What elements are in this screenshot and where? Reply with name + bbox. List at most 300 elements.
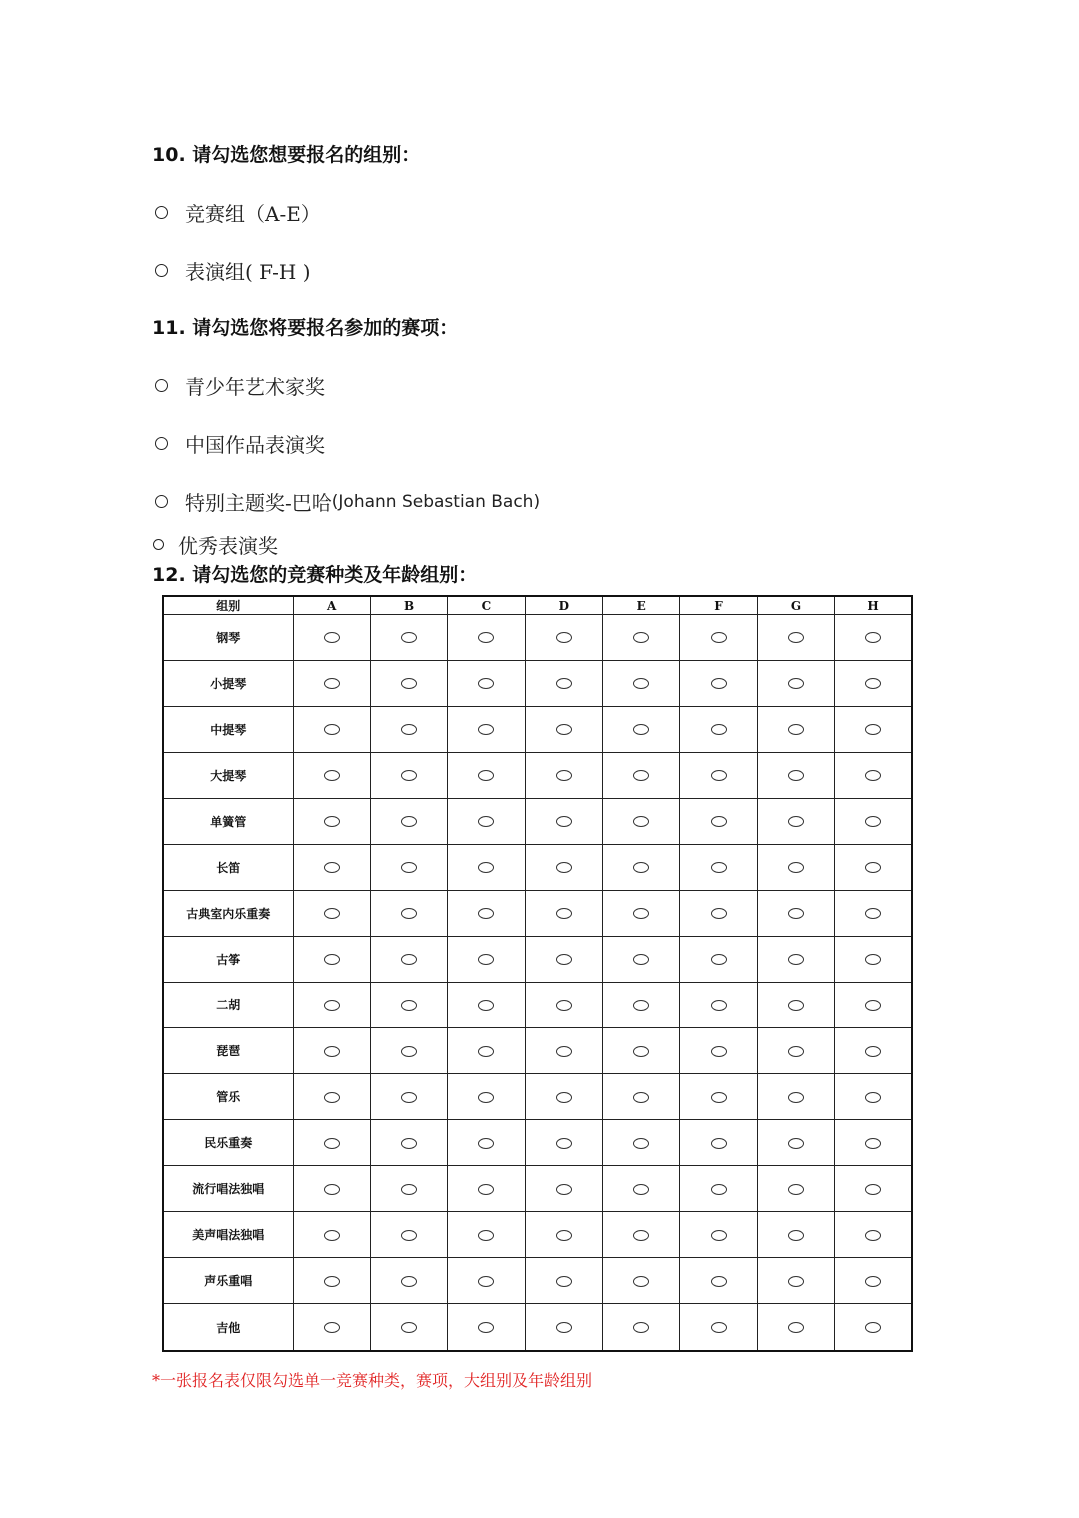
radio-circle-icon[interactable]: [478, 678, 494, 689]
question-11-title: 11. 请勾选您将要报名参加的赛项：: [152, 317, 459, 339]
radio-circle-icon[interactable]: [324, 632, 340, 643]
table-cell: [525, 1166, 602, 1212]
table-cell: [370, 936, 447, 982]
table-cell: [525, 844, 602, 890]
table-cell: [448, 798, 525, 844]
radio-circle-icon[interactable]: [711, 1000, 727, 1011]
table-cell: [603, 660, 680, 706]
column-header: B: [370, 596, 447, 615]
table-cell: [448, 844, 525, 890]
radio-circle-icon[interactable]: [711, 632, 727, 643]
radio-circle-icon[interactable]: [401, 770, 417, 781]
table-cell: [370, 1074, 447, 1120]
table-row: [163, 1120, 912, 1166]
radio-circle-icon[interactable]: [788, 678, 804, 689]
radio-circle-icon[interactable]: [155, 437, 168, 450]
radio-circle-icon[interactable]: [324, 1046, 340, 1057]
row-label: 琵琶: [163, 1028, 293, 1074]
table-cell: [757, 752, 834, 798]
table-cell: [448, 706, 525, 752]
row-label: 声乐重唱: [163, 1258, 293, 1304]
radio-circle-icon[interactable]: [155, 206, 168, 219]
row-label: 吉他: [163, 1304, 293, 1351]
radio-circle-icon[interactable]: [865, 632, 881, 643]
radio-circle-icon[interactable]: [633, 1184, 649, 1195]
radio-circle-icon[interactable]: [788, 816, 804, 827]
option-performance-group[interactable]: [155, 256, 311, 285]
table-cell: [370, 1028, 447, 1074]
table-cell: [835, 615, 912, 661]
table-cell: [525, 890, 602, 936]
radio-circle-icon[interactable]: [478, 862, 494, 873]
option-label: 优秀表演奖: [178, 534, 278, 558]
table-cell: [757, 1166, 834, 1212]
radio-circle-icon[interactable]: [865, 1092, 881, 1103]
radio-circle-icon[interactable]: [478, 816, 494, 827]
radio-circle-icon[interactable]: [711, 954, 727, 965]
radio-circle-icon[interactable]: [478, 1138, 494, 1149]
table-row: [163, 1166, 912, 1212]
option-special-theme-award[interactable]: [155, 487, 540, 516]
radio-circle-icon[interactable]: [788, 632, 804, 643]
table-cell: [370, 752, 447, 798]
radio-circle-icon[interactable]: [633, 862, 649, 873]
row-label: 长笛: [163, 844, 293, 890]
radio-circle-icon[interactable]: [633, 1092, 649, 1103]
table-cell: [835, 752, 912, 798]
radio-circle-icon[interactable]: [556, 770, 572, 781]
radio-circle-icon[interactable]: [711, 1092, 727, 1103]
table-cell: [835, 1074, 912, 1120]
table-cell: [293, 752, 370, 798]
table-row: [163, 1028, 912, 1074]
option-excellent-performance-award[interactable]: [153, 530, 278, 559]
table-row: [163, 982, 912, 1028]
radio-circle-icon[interactable]: [556, 678, 572, 689]
radio-circle-icon[interactable]: [788, 1046, 804, 1057]
table-cell: [835, 660, 912, 706]
radio-circle-icon[interactable]: [865, 724, 881, 735]
radio-circle-icon[interactable]: [556, 1046, 572, 1057]
radio-circle-icon[interactable]: [478, 908, 494, 919]
radio-circle-icon[interactable]: [865, 816, 881, 827]
table-cell: [835, 1028, 912, 1074]
table-cell: [680, 1166, 757, 1212]
table-cell: [680, 1304, 757, 1351]
radio-circle-icon[interactable]: [865, 1046, 881, 1057]
radio-circle-icon[interactable]: [478, 632, 494, 643]
table-cell: [680, 1258, 757, 1304]
radio-circle-icon[interactable]: [478, 954, 494, 965]
table-cell: [757, 660, 834, 706]
table-cell: [370, 706, 447, 752]
radio-circle-icon[interactable]: [711, 816, 727, 827]
radio-circle-icon[interactable]: [711, 724, 727, 735]
column-header: D: [525, 596, 602, 615]
table-cell: [603, 1074, 680, 1120]
table-cell: [603, 1212, 680, 1258]
table-cell: [448, 1120, 525, 1166]
radio-circle-icon[interactable]: [633, 632, 649, 643]
question-10-title: 10. 请勾选您想要报名的组别：: [152, 144, 421, 166]
table-row: [163, 890, 912, 936]
radio-circle-icon[interactable]: [788, 1322, 804, 1333]
table-cell: [525, 615, 602, 661]
table-cell: [370, 798, 447, 844]
table-cell: [525, 936, 602, 982]
table-cell: [757, 798, 834, 844]
header-label: 组别: [163, 596, 293, 615]
radio-circle-icon[interactable]: [788, 954, 804, 965]
radio-circle-icon[interactable]: [155, 264, 168, 277]
radio-circle-icon[interactable]: [478, 1322, 494, 1333]
radio-circle-icon[interactable]: [556, 724, 572, 735]
radio-circle-icon[interactable]: [401, 1000, 417, 1011]
radio-circle-icon[interactable]: [711, 1322, 727, 1333]
radio-circle-icon[interactable]: [155, 379, 168, 392]
radio-circle-icon[interactable]: [401, 954, 417, 965]
radio-circle-icon[interactable]: [478, 724, 494, 735]
table-cell: [293, 1120, 370, 1166]
table-cell: [835, 1120, 912, 1166]
radio-circle-icon[interactable]: [633, 908, 649, 919]
radio-circle-icon[interactable]: [324, 678, 340, 689]
radio-circle-icon[interactable]: [633, 1000, 649, 1011]
radio-circle-icon[interactable]: [865, 678, 881, 689]
radio-circle-icon[interactable]: [401, 678, 417, 689]
radio-circle-icon[interactable]: [324, 1184, 340, 1195]
row-label: 单簧管: [163, 798, 293, 844]
table-cell: [603, 936, 680, 982]
radio-circle-icon[interactable]: [478, 1184, 494, 1195]
radio-circle-icon[interactable]: [711, 1276, 727, 1287]
radio-circle-icon[interactable]: [788, 862, 804, 873]
radio-circle-icon[interactable]: [865, 954, 881, 965]
table-cell: [757, 615, 834, 661]
table-cell: [680, 1120, 757, 1166]
radio-circle-icon[interactable]: [478, 1276, 494, 1287]
option-label: 中国作品表演奖: [185, 433, 325, 457]
table-cell: [757, 844, 834, 890]
competition-category-table: [162, 595, 913, 1352]
radio-circle-icon[interactable]: [324, 770, 340, 781]
table-cell: [525, 752, 602, 798]
table-cell: [448, 982, 525, 1028]
table-header-row: [163, 596, 912, 615]
table-row: [163, 1074, 912, 1120]
radio-circle-icon[interactable]: [324, 908, 340, 919]
table-row: [163, 1212, 912, 1258]
table-cell: [448, 890, 525, 936]
radio-circle-icon[interactable]: [633, 816, 649, 827]
radio-circle-icon[interactable]: [324, 954, 340, 965]
radio-circle-icon[interactable]: [556, 1184, 572, 1195]
table-cell: [370, 615, 447, 661]
radio-circle-icon[interactable]: [711, 908, 727, 919]
row-label: 美声唱法独唱: [163, 1212, 293, 1258]
row-label: 古筝: [163, 936, 293, 982]
table-cell: [370, 982, 447, 1028]
radio-circle-icon[interactable]: [711, 678, 727, 689]
table-cell: [525, 1304, 602, 1351]
radio-circle-icon[interactable]: [556, 862, 572, 873]
radio-circle-icon[interactable]: [556, 1138, 572, 1149]
table-cell: [835, 844, 912, 890]
table-cell: [603, 798, 680, 844]
radio-circle-icon[interactable]: [155, 495, 168, 508]
table-cell: [293, 844, 370, 890]
row-label: 小提琴: [163, 660, 293, 706]
radio-circle-icon[interactable]: [633, 1276, 649, 1287]
table-cell: [835, 936, 912, 982]
radio-circle-icon[interactable]: [153, 539, 164, 550]
radio-circle-icon[interactable]: [401, 1184, 417, 1195]
table-cell: [293, 706, 370, 752]
radio-circle-icon[interactable]: [324, 1230, 340, 1241]
radio-circle-icon[interactable]: [556, 1322, 572, 1333]
table-cell: [757, 1028, 834, 1074]
table-row: [163, 706, 912, 752]
radio-circle-icon[interactable]: [478, 1046, 494, 1057]
radio-circle-icon[interactable]: [633, 770, 649, 781]
table-row: [163, 844, 912, 890]
table-cell: [525, 798, 602, 844]
table-cell: [680, 844, 757, 890]
row-label: 管乐: [163, 1074, 293, 1120]
radio-circle-icon[interactable]: [478, 1092, 494, 1103]
radio-circle-icon[interactable]: [633, 1138, 649, 1149]
table-cell: [603, 706, 680, 752]
table-cell: [293, 936, 370, 982]
radio-circle-icon[interactable]: [865, 908, 881, 919]
column-header: H: [835, 596, 912, 615]
option-competition-group[interactable]: [155, 198, 321, 227]
table-cell: [603, 1028, 680, 1074]
table-cell: [448, 936, 525, 982]
table-cell: [603, 1166, 680, 1212]
table-cell: [835, 982, 912, 1028]
table-cell: [525, 660, 602, 706]
radio-circle-icon[interactable]: [478, 770, 494, 781]
radio-circle-icon[interactable]: [711, 1184, 727, 1195]
table-cell: [448, 1028, 525, 1074]
table-cell: [370, 660, 447, 706]
radio-circle-icon[interactable]: [711, 770, 727, 781]
table-cell: [293, 890, 370, 936]
radio-circle-icon[interactable]: [478, 1000, 494, 1011]
table-cell: [603, 890, 680, 936]
radio-circle-icon[interactable]: [401, 908, 417, 919]
table-cell: [293, 1166, 370, 1212]
column-header: A: [293, 596, 370, 615]
table-cell: [603, 615, 680, 661]
table-row: [163, 936, 912, 982]
column-header: C: [448, 596, 525, 615]
table-cell: [293, 660, 370, 706]
row-label: 钢琴: [163, 615, 293, 661]
radio-circle-icon[interactable]: [633, 1322, 649, 1333]
table-cell: [835, 1166, 912, 1212]
table-row: [163, 798, 912, 844]
table-cell: [448, 1212, 525, 1258]
table-cell: [757, 1258, 834, 1304]
table-cell: [603, 1120, 680, 1166]
table-cell: [757, 1304, 834, 1351]
table-cell: [680, 660, 757, 706]
table-cell: [835, 890, 912, 936]
option-label: 特别主题奖-巴哈: [185, 491, 332, 515]
table-cell: [680, 798, 757, 844]
option-label: 竞赛组（A-E）: [185, 202, 321, 226]
radio-circle-icon[interactable]: [865, 1184, 881, 1195]
table-cell: [757, 1120, 834, 1166]
radio-circle-icon[interactable]: [324, 862, 340, 873]
radio-circle-icon[interactable]: [865, 1276, 881, 1287]
radio-circle-icon[interactable]: [401, 862, 417, 873]
radio-circle-icon[interactable]: [401, 724, 417, 735]
table-cell: [448, 615, 525, 661]
table-cell: [525, 1258, 602, 1304]
radio-circle-icon[interactable]: [788, 770, 804, 781]
table-cell: [680, 706, 757, 752]
table-cell: [757, 982, 834, 1028]
radio-circle-icon[interactable]: [865, 1322, 881, 1333]
column-header: G: [757, 596, 834, 615]
table-cell: [757, 890, 834, 936]
radio-circle-icon[interactable]: [401, 816, 417, 827]
radio-circle-icon[interactable]: [324, 1138, 340, 1149]
radio-circle-icon[interactable]: [711, 862, 727, 873]
table-cell: [448, 660, 525, 706]
table-cell: [525, 1074, 602, 1120]
radio-circle-icon[interactable]: [556, 1276, 572, 1287]
radio-circle-icon[interactable]: [401, 632, 417, 643]
row-label: 大提琴: [163, 752, 293, 798]
radio-circle-icon[interactable]: [865, 1000, 881, 1011]
table-cell: [448, 1074, 525, 1120]
radio-circle-icon[interactable]: [788, 1092, 804, 1103]
radio-circle-icon[interactable]: [556, 632, 572, 643]
table-cell: [835, 706, 912, 752]
radio-circle-icon[interactable]: [633, 1046, 649, 1057]
row-label: 流行唱法独唱: [163, 1166, 293, 1212]
table-cell: [757, 1212, 834, 1258]
radio-circle-icon[interactable]: [401, 1138, 417, 1149]
radio-circle-icon[interactable]: [633, 954, 649, 965]
radio-circle-icon[interactable]: [788, 1230, 804, 1241]
option-chinese-work-award[interactable]: [155, 429, 325, 458]
table-cell: [757, 936, 834, 982]
radio-circle-icon[interactable]: [788, 1276, 804, 1287]
table-cell: [293, 615, 370, 661]
table-cell: [370, 1166, 447, 1212]
option-young-artist-award[interactable]: [155, 371, 325, 400]
radio-circle-icon[interactable]: [401, 1092, 417, 1103]
radio-circle-icon[interactable]: [556, 1000, 572, 1011]
radio-circle-icon[interactable]: [711, 1138, 727, 1149]
table-cell: [835, 798, 912, 844]
table-cell: [293, 798, 370, 844]
table-cell: [370, 1120, 447, 1166]
table-cell: [603, 752, 680, 798]
option-label-suffix: (Johann Sebastian Bach): [331, 491, 541, 512]
table-cell: [293, 1212, 370, 1258]
radio-circle-icon[interactable]: [324, 816, 340, 827]
radio-circle-icon[interactable]: [556, 1230, 572, 1241]
radio-circle-icon[interactable]: [478, 1230, 494, 1241]
radio-circle-icon[interactable]: [633, 678, 649, 689]
radio-circle-icon[interactable]: [324, 724, 340, 735]
radio-circle-icon[interactable]: [556, 954, 572, 965]
table-cell: [293, 1074, 370, 1120]
radio-circle-icon[interactable]: [633, 1230, 649, 1241]
radio-circle-icon[interactable]: [865, 770, 881, 781]
radio-circle-icon[interactable]: [711, 1046, 727, 1057]
table-cell: [448, 752, 525, 798]
table-cell: [603, 1258, 680, 1304]
radio-circle-icon[interactable]: [711, 1230, 727, 1241]
table-cell: [757, 1074, 834, 1120]
table-cell: [293, 1258, 370, 1304]
table-cell: [680, 890, 757, 936]
radio-circle-icon[interactable]: [324, 1000, 340, 1011]
radio-circle-icon[interactable]: [865, 1230, 881, 1241]
table-cell: [835, 1304, 912, 1351]
table-cell: [603, 982, 680, 1028]
row-label: 中提琴: [163, 706, 293, 752]
radio-circle-icon[interactable]: [633, 724, 649, 735]
column-header: E: [603, 596, 680, 615]
table-cell: [525, 706, 602, 752]
table-cell: [293, 982, 370, 1028]
radio-circle-icon[interactable]: [788, 1184, 804, 1195]
table-cell: [370, 1258, 447, 1304]
radio-circle-icon[interactable]: [788, 724, 804, 735]
radio-circle-icon[interactable]: [788, 1000, 804, 1011]
row-label: 民乐重奏: [163, 1120, 293, 1166]
table-cell: [680, 1074, 757, 1120]
radio-circle-icon[interactable]: [401, 1322, 417, 1333]
radio-circle-icon[interactable]: [788, 1138, 804, 1149]
table-cell: [680, 615, 757, 661]
radio-circle-icon[interactable]: [324, 1092, 340, 1103]
radio-circle-icon[interactable]: [324, 1276, 340, 1287]
radio-circle-icon[interactable]: [324, 1322, 340, 1333]
table-cell: [525, 1120, 602, 1166]
radio-circle-icon[interactable]: [556, 816, 572, 827]
radio-circle-icon[interactable]: [788, 908, 804, 919]
table-cell: [525, 982, 602, 1028]
table-cell: [835, 1258, 912, 1304]
radio-circle-icon[interactable]: [556, 908, 572, 919]
table-cell: [448, 1166, 525, 1212]
radio-circle-icon[interactable]: [865, 862, 881, 873]
column-header: F: [680, 596, 757, 615]
radio-circle-icon[interactable]: [401, 1230, 417, 1241]
table-cell: [603, 1304, 680, 1351]
table-cell: [293, 1028, 370, 1074]
table-row: [163, 1304, 912, 1351]
radio-circle-icon[interactable]: [401, 1046, 417, 1057]
radio-circle-icon[interactable]: [556, 1092, 572, 1103]
radio-circle-icon[interactable]: [401, 1276, 417, 1287]
table-cell: [293, 1304, 370, 1351]
table-cell: [370, 844, 447, 890]
row-label: 二胡: [163, 982, 293, 1028]
table-cell: [525, 1028, 602, 1074]
table-row: [163, 1258, 912, 1304]
radio-circle-icon[interactable]: [865, 1138, 881, 1149]
